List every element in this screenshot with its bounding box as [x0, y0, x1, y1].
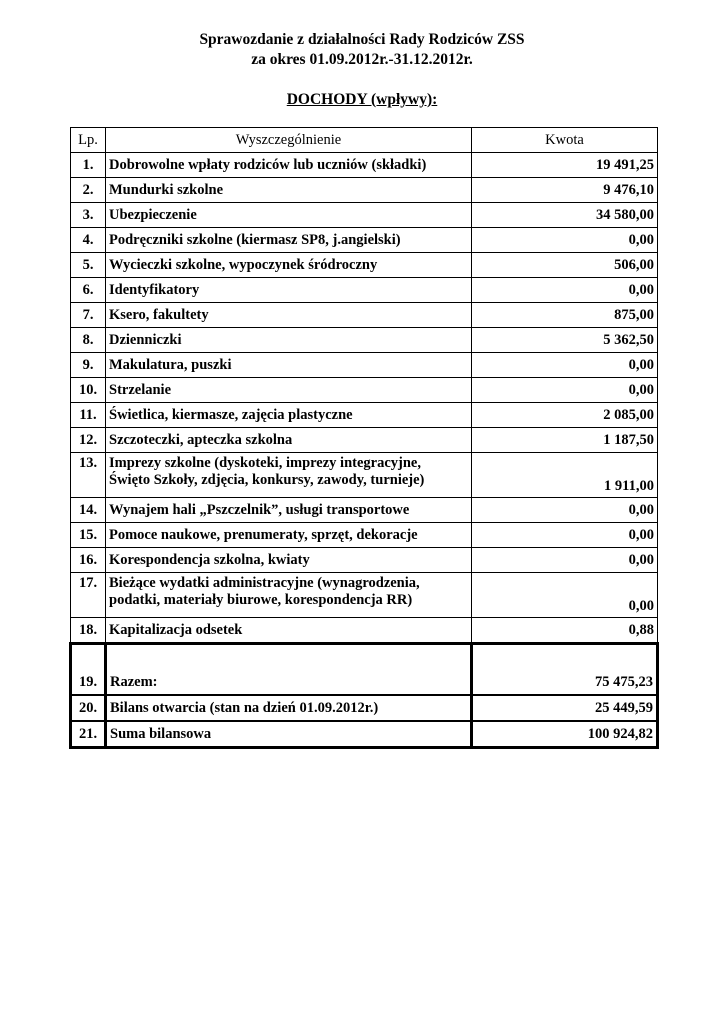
opening-balance-row	[71, 695, 658, 721]
table-row	[71, 573, 658, 618]
balance-sum-label: Suma bilansowa	[106, 721, 472, 748]
table-row	[71, 498, 658, 523]
row-description: Identyfikatory	[106, 278, 472, 303]
table-row	[71, 278, 658, 303]
table-row	[71, 203, 658, 228]
report-title: Sprawozdanie z działalności Rady Rodziców ZSS	[199, 31, 525, 48]
table-row	[71, 403, 658, 428]
table-row	[71, 378, 658, 403]
balance-sum-amount: 100 924,82	[472, 721, 658, 748]
table-row	[71, 453, 658, 498]
row-description: Wycieczki szkolne, wypoczynek śródroczny	[106, 253, 472, 278]
row-number: 14.	[71, 498, 106, 523]
row-amount: 2 085,00	[472, 403, 658, 428]
row-number: 17.	[71, 573, 106, 618]
row-description: Makulatura, puszki	[106, 353, 472, 378]
table-row	[71, 178, 658, 203]
table-row	[71, 428, 658, 453]
row-number: 1.	[71, 153, 106, 178]
row-amount: 19 491,25	[472, 153, 658, 178]
row-description-line: podatki, materiały biurowe, korespondencja RR)	[109, 592, 413, 608]
row-description: Mundurki szkolne	[106, 178, 472, 203]
row-description: Wynajem hali „Pszczelnik”, usługi transportowe	[106, 498, 472, 523]
row-number: 2.	[71, 178, 106, 203]
row-amount: 0,00	[472, 498, 658, 523]
balance-sum-row	[71, 721, 658, 748]
row-description: Strzelanie	[106, 378, 472, 403]
total-row	[71, 644, 658, 696]
row-number: 21.	[71, 721, 106, 748]
row-number: 20.	[71, 695, 106, 721]
row-number: 10.	[71, 378, 106, 403]
row-amount: 0,00	[472, 228, 658, 253]
table-row	[71, 253, 658, 278]
table-header-row	[71, 128, 658, 153]
row-amount: 0,00	[472, 548, 658, 573]
row-amount: 9 476,10	[472, 178, 658, 203]
table-row	[71, 228, 658, 253]
row-amount: 0,00	[472, 523, 658, 548]
row-amount: 1 911,00	[472, 453, 658, 498]
column-header-amount: Kwota	[472, 128, 658, 153]
row-number: 15.	[71, 523, 106, 548]
row-number: 11.	[71, 403, 106, 428]
row-number: 19.	[71, 644, 106, 696]
row-number: 7.	[71, 303, 106, 328]
table-row	[71, 548, 658, 573]
table-row	[71, 303, 658, 328]
table-row	[71, 328, 658, 353]
row-number: 12.	[71, 428, 106, 453]
row-number: 16.	[71, 548, 106, 573]
row-description-line: Święto Szkoły, zdjęcia, konkursy, zawody, turnieje)	[109, 472, 425, 488]
income-table	[69, 127, 659, 749]
row-number: 18.	[71, 618, 106, 644]
row-amount: 0,00	[472, 573, 658, 618]
table-row	[71, 523, 658, 548]
row-description: Kapitalizacja odsetek	[106, 618, 472, 644]
table-row	[71, 353, 658, 378]
row-number: 4.	[71, 228, 106, 253]
row-number: 3.	[71, 203, 106, 228]
row-description: Świetlica, kiermasze, zajęcia plastyczne	[106, 403, 472, 428]
row-description: Ksero, fakultety	[106, 303, 472, 328]
row-description: Szczoteczki, apteczka szkolna	[106, 428, 472, 453]
row-number: 8.	[71, 328, 106, 353]
row-description: Dobrowolne wpłaty rodziców lub uczniów (składki)	[106, 153, 472, 178]
row-amount: 1 187,50	[472, 428, 658, 453]
opening-balance-amount: 25 449,59	[472, 695, 658, 721]
column-header-lp: Lp.	[71, 128, 106, 153]
table-row	[71, 618, 658, 644]
row-amount: 506,00	[472, 253, 658, 278]
total-label: Razem:	[106, 644, 472, 696]
row-description: Dzienniczki	[106, 328, 472, 353]
row-description: Korespondencja szkolna, kwiaty	[106, 548, 472, 573]
total-amount: 75 475,23	[472, 644, 658, 696]
section-heading: DOCHODY (wpływy):	[286, 91, 438, 108]
row-description-line: Bieżące wydatki administracyjne (wynagrodzenia,	[109, 575, 420, 591]
opening-balance-label: Bilans otwarcia (stan na dzień 01.09.2012r.)	[106, 695, 472, 721]
row-description	[106, 573, 472, 618]
row-number: 5.	[71, 253, 106, 278]
row-amount: 875,00	[472, 303, 658, 328]
row-number: 6.	[71, 278, 106, 303]
row-description: Ubezpieczenie	[106, 203, 472, 228]
row-amount: 0,00	[472, 278, 658, 303]
report-period: za okres 01.09.2012r.-31.12.2012r.	[251, 51, 473, 68]
row-description: Podręczniki szkolne (kiermasz SP8, j.angielski)	[106, 228, 472, 253]
row-number: 13.	[71, 453, 106, 498]
row-number: 9.	[71, 353, 106, 378]
row-amount: 34 580,00	[472, 203, 658, 228]
row-amount: 0,00	[472, 378, 658, 403]
row-description	[106, 453, 472, 498]
table-row	[71, 153, 658, 178]
row-description: Pomoce naukowe, prenumeraty, sprzęt, dekoracje	[106, 523, 472, 548]
column-header-description: Wyszczególnienie	[106, 128, 472, 153]
row-amount: 5 362,50	[472, 328, 658, 353]
row-amount: 0,88	[472, 618, 658, 644]
row-description-line: Imprezy szkolne (dyskoteki, imprezy integracyjne,	[109, 455, 421, 471]
row-amount: 0,00	[472, 353, 658, 378]
